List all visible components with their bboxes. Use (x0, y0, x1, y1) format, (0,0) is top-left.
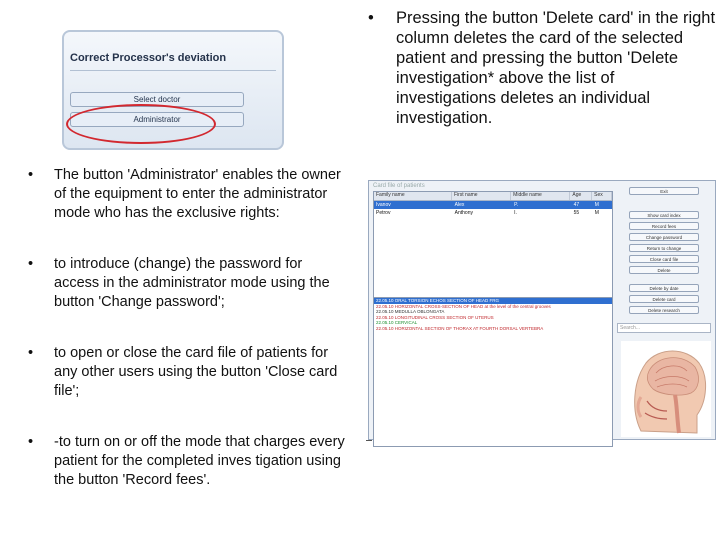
right-button-column (617, 185, 711, 317)
table-row[interactable] (374, 201, 612, 209)
list-item (28, 255, 346, 312)
delete-card-button[interactable]: Delete card (629, 295, 699, 303)
delete-research-button[interactable]: Delete research (629, 306, 699, 314)
list-item (28, 433, 346, 490)
list-item[interactable]: 22.05.10 HORIZONTAL SECTION OF THORAX AT FOURTH DORSAL VERTEBRA (376, 325, 544, 331)
record-fees-button[interactable]: Record fees (629, 222, 699, 230)
table-row[interactable] (374, 209, 612, 217)
table-cell: 55 (573, 210, 580, 216)
divider-mark (366, 440, 372, 441)
table-header (374, 192, 612, 201)
select-doctor-button[interactable]: Select doctor (70, 92, 244, 107)
column-header[interactable]: Sex (592, 192, 612, 200)
bullet-text: to introduce (change) the password for access in the administrator mode using the button 'Change password'; (54, 256, 330, 310)
bullet-symbol: • (28, 167, 34, 183)
bullet-list (28, 166, 346, 522)
table-cell: M (594, 210, 599, 216)
change-password-button[interactable]: Change password (629, 233, 699, 241)
highlight-ellipse (66, 104, 216, 144)
dialog-divider (70, 70, 276, 71)
list-item[interactable]: 22.05.10 CERVICAL (376, 320, 418, 326)
column-header[interactable]: First name (452, 192, 511, 200)
bullet-text: The button 'Administrator' enables the owner of the equipment to enter the administrator mode who has the exclusive rights: (54, 167, 341, 221)
bullet-symbol: • (28, 345, 34, 361)
bullet-symbol: • (368, 9, 374, 27)
close-card-file-button[interactable]: Close card file (629, 255, 699, 263)
search-input[interactable]: Search... (617, 323, 711, 333)
table-cell: Ivanov (376, 202, 391, 208)
list-item (28, 166, 346, 223)
table-cell: 47 (573, 202, 580, 208)
table-cell: Petrov (376, 210, 391, 216)
table-cell: Anthony (454, 210, 473, 216)
app-screenshot (368, 180, 716, 440)
exit-button[interactable]: Exit (629, 187, 699, 195)
list-item[interactable]: 22.05.10 ORAL TORSION ECHOS SECTION OF HEAD FRG (374, 298, 612, 304)
show-card-index-button[interactable]: Show card index (629, 211, 699, 219)
column-header[interactable]: Family name (374, 192, 452, 200)
delete-button[interactable]: Delete (629, 266, 699, 274)
column-header[interactable]: Middle name (511, 192, 570, 200)
delete-by-date-button[interactable]: Delete by date (629, 284, 699, 292)
top-right-text: Pressing the button 'Delete card' in the right column deletes the card of the selected patient and pressing the button 'Delete investigation* above the list of investigations deletes an individual investigation. (396, 9, 716, 127)
list-item (28, 344, 346, 401)
table-cell: I. (514, 210, 517, 216)
table-cell: P. (514, 202, 519, 208)
return-to-change-button[interactable]: Return to change (629, 244, 699, 252)
column-header[interactable]: Age (570, 192, 592, 200)
list-item[interactable]: 22.05.10 LONGITUDINAL CROSS SECTION OF UTERUS (376, 314, 494, 320)
table-cell: M (594, 202, 599, 208)
dialog-title: Correct Processor's deviation (70, 52, 227, 64)
top-right-paragraph (368, 8, 718, 128)
investigations-list (373, 297, 613, 447)
administrator-button[interactable]: Administrator (70, 112, 244, 127)
bullet-text: -to turn on or off the mode that charges every patient for the completed inves tigation using the button 'Record fees'. (54, 434, 345, 488)
patients-table (373, 191, 613, 301)
bullet-symbol: • (28, 256, 34, 272)
bullet-text: to open or close the card file of patients for any other users using the button 'Close card file'; (54, 345, 338, 399)
list-item[interactable]: 22.05.10 MEDULLA OBLONGATA (376, 309, 445, 315)
app-title: Card file of patients (373, 183, 425, 189)
table-cell: Alex (454, 202, 465, 208)
list-item[interactable]: 22.05.10 HORIZONTAL CROSS-SECTION OF HEAD at the level of the central grooves (376, 303, 551, 309)
head-anatomy-image (621, 341, 711, 437)
bullet-symbol: • (28, 434, 34, 450)
head-anatomy-icon (621, 341, 711, 437)
